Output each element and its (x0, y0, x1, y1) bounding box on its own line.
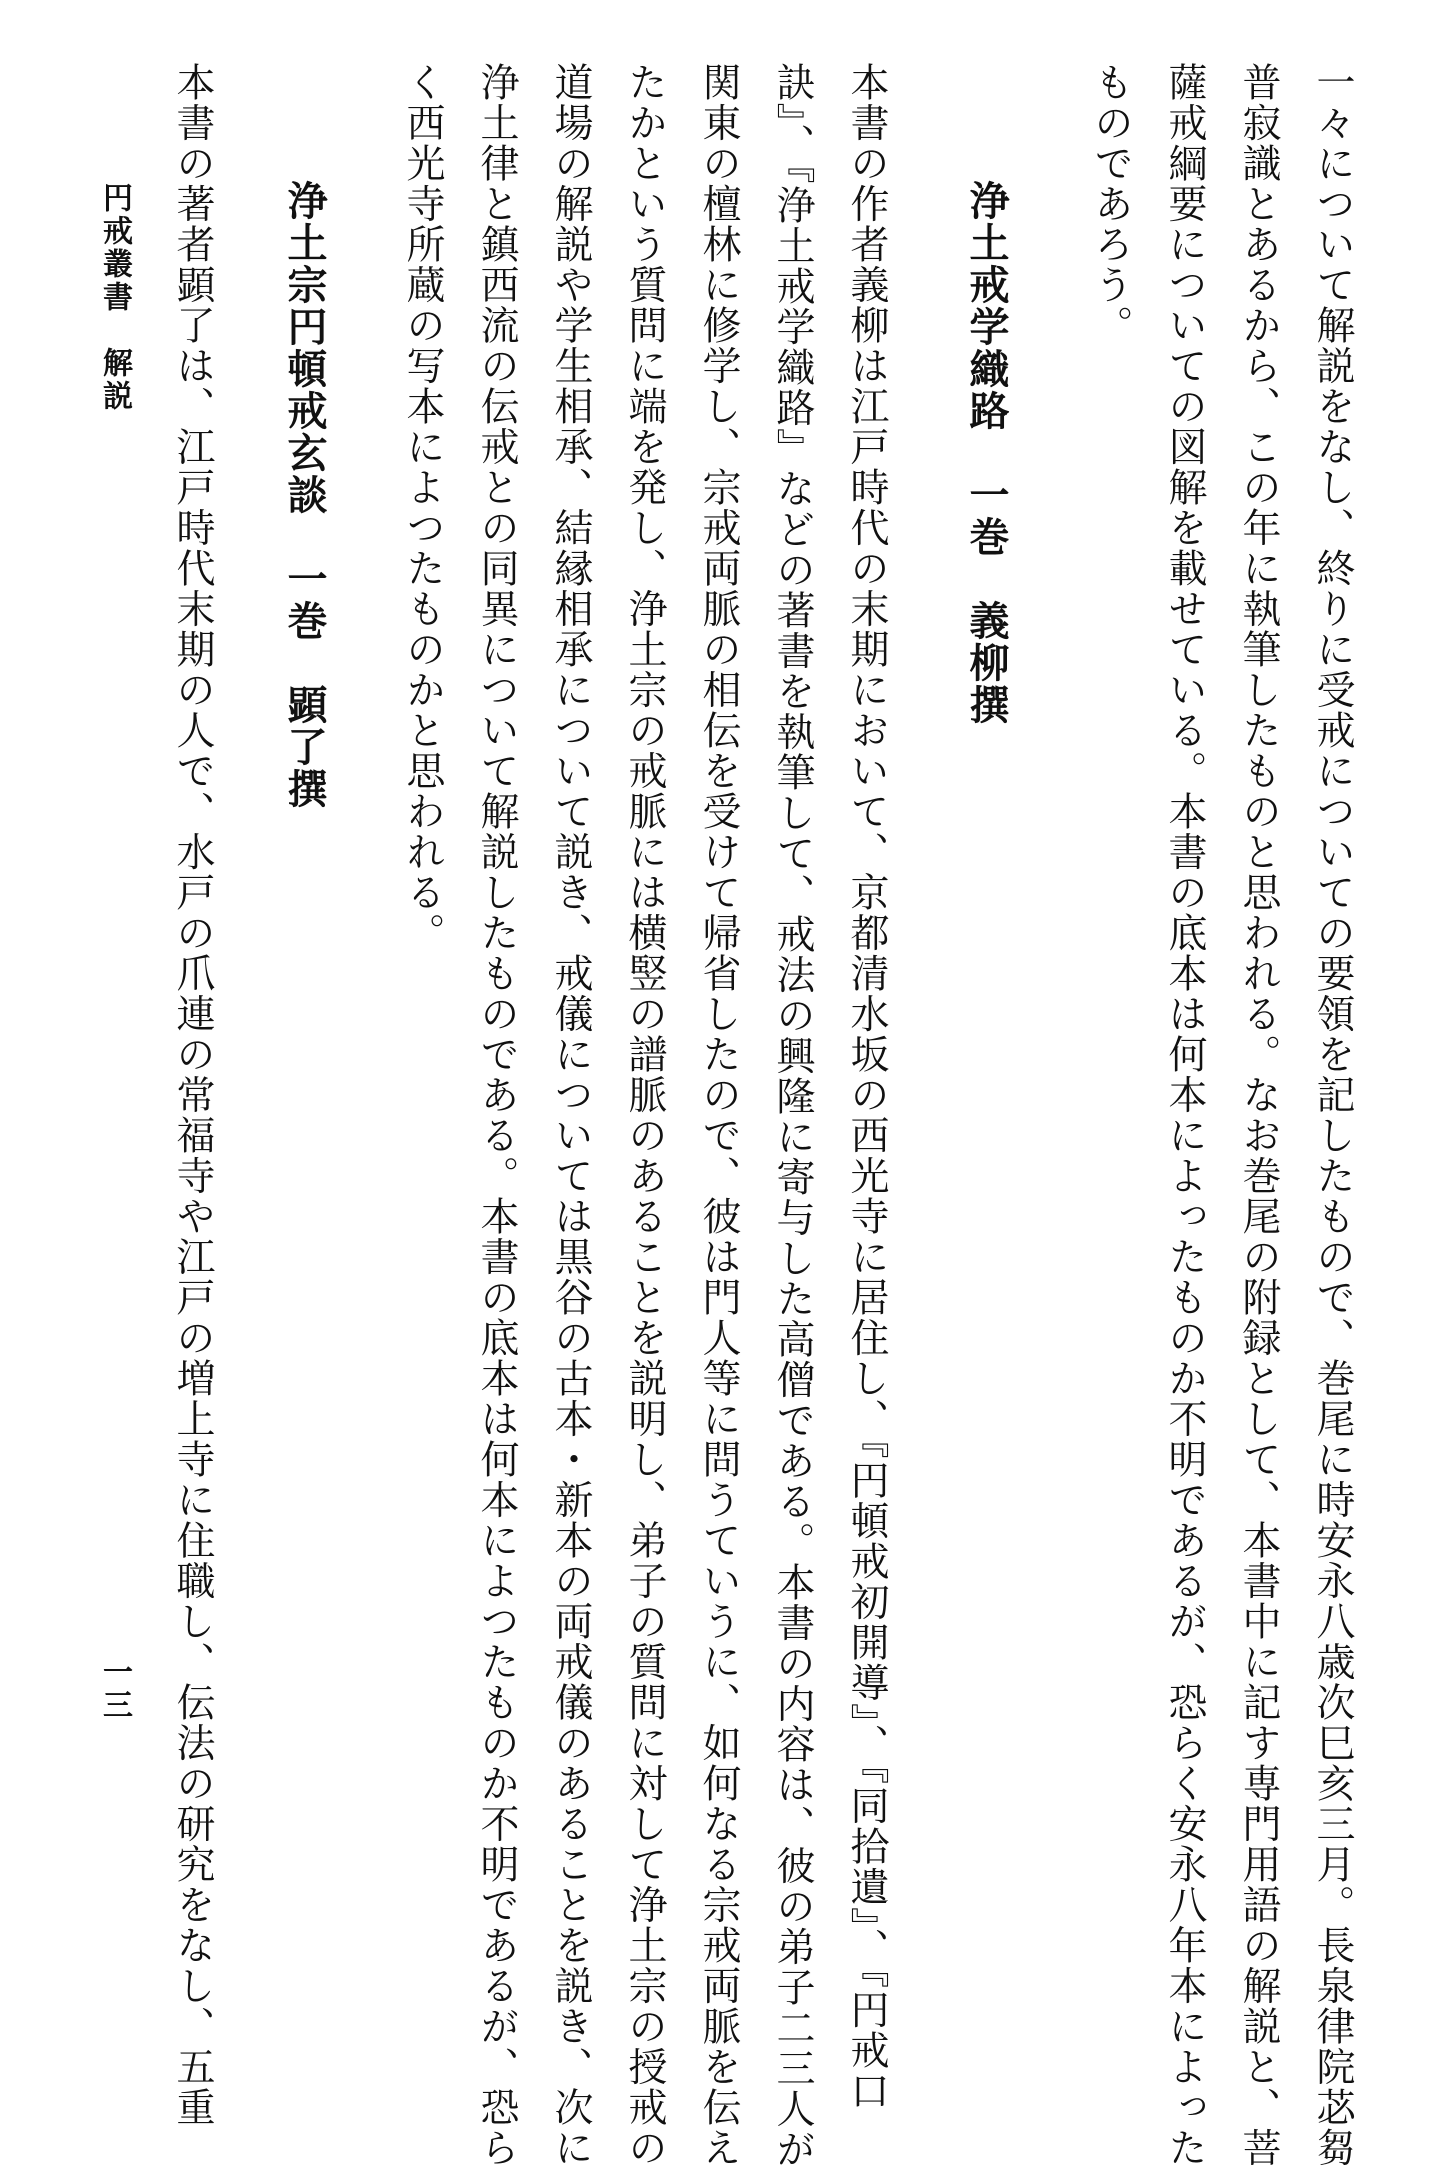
page-number: 一三 (97, 1656, 132, 1722)
section1-line-1: 本書の作者義柳は江戸時代の末期において、京都清水坂の西光寺に居住し、『円頓戒初開導』、『同拾遺』、『円戒口 (844, 62, 889, 2111)
paragraph1-line-3: 薩戒綱要についての図解を載せている。本書の底本は何本によったものか不明であるが、恐らく安永八年本によった (1162, 62, 1207, 2168)
section1-line-7: く西光寺所蔵の写本によつたものかと思われる。 (400, 62, 445, 953)
section2-heading: 浄土宗円頓戒玄談 一巻 顕了撰 (281, 180, 328, 810)
section1-heading: 浄土戒学織路 一巻 義柳撰 (963, 180, 1010, 726)
section1-line-3: 関東の檀林に修学し、宗戒両脈の相伝を受けて帰省したので、彼は門人等に問うていうに、如何なる宗戒両脈を伝え (696, 62, 741, 2168)
section1-line-5: 道場の解説や学生相承、結縁相承について説き、戒儀については黒谷の古本・新本の両戒儀のあることを説き、次に (548, 62, 593, 2168)
running-title: 円戒叢書 解説 (97, 182, 132, 413)
section2-line-1: 本書の著者顕了は、江戸時代末期の人で、水戸の爪連の常福寺や江戸の増上寺に住職し、伝法の研究をなし、五重 (170, 62, 215, 2128)
paragraph1-line-2: 普寂識とあるから、この年に執筆したものと思われる。なお巻尾の附録として、本書中に記す専門用語の解説と、菩 (1236, 62, 1281, 2168)
paragraph1-line-1: 一々について解説をなし、終りに受戒についての要領を記したもので、巻尾に時安永八歳次巳亥三月。長泉律院苾芻 (1310, 62, 1355, 2168)
section1-line-4: たかという質問に端を発し、浄土宗の戒脈には横竪の譜脈のあることを説明し、弟子の質問に対して浄土宗の授戒の (622, 62, 667, 2168)
section1-line-6: 浄土律と鎮西流の伝戒との同異について解説したものである。本書の底本は何本によつたものか不明であるが、恐ら (474, 62, 519, 2168)
paragraph1-line-4: ものであろう。 (1088, 62, 1133, 346)
section1-line-2: 訣』、『浄土戒学織路』などの著書を執筆して、戒法の興隆に寄与した高僧である。本書の内容は、彼の弟子二三人が (770, 62, 815, 2170)
